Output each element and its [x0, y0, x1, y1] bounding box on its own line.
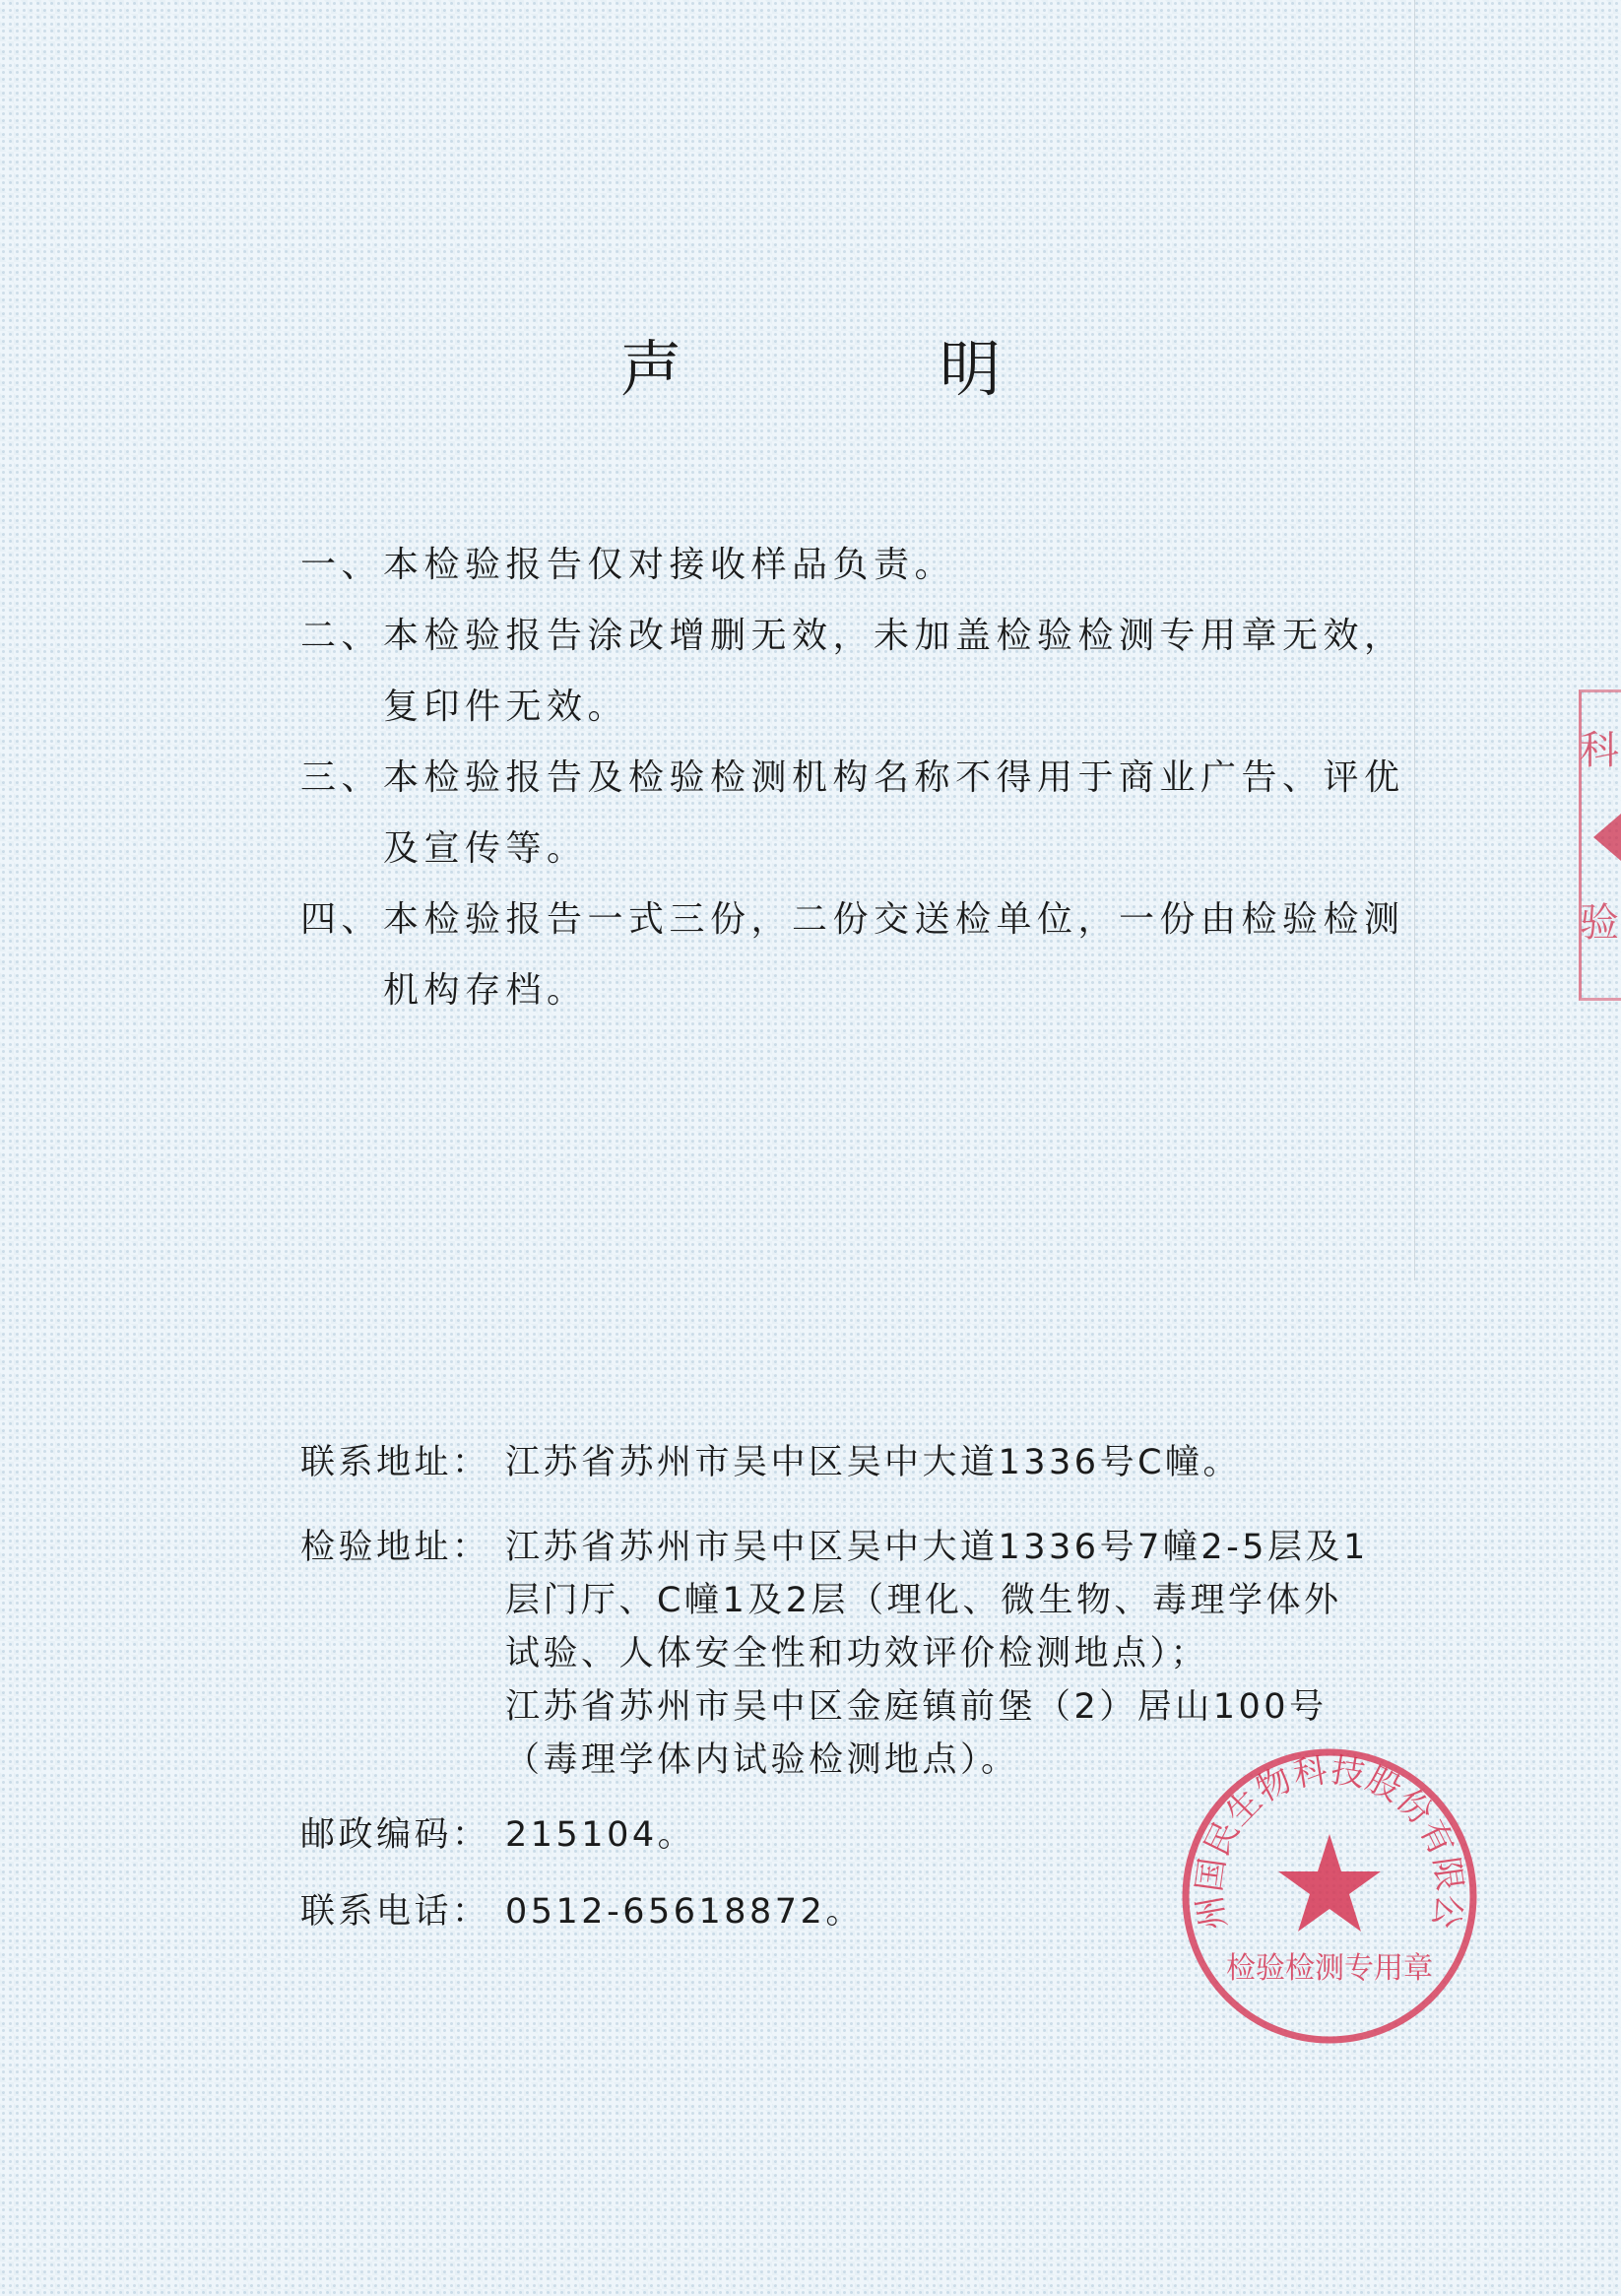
- contact-phone-value: 0512-65618872。: [505, 1892, 864, 1932]
- edge-stamp-char: 验: [1580, 900, 1619, 946]
- seal-company-name: 州国民生物科技股份有限公: [1189, 1750, 1470, 1934]
- scan-edge-line: [1414, 0, 1415, 1280]
- statement-number: 三、: [300, 757, 383, 798]
- contact-address: [300, 1436, 1433, 1489]
- official-seal: [1177, 1743, 1482, 2049]
- statement-text: 本检验报告一式三份，二份交送检单位，一份由检验检测: [383, 899, 1405, 940]
- statement-item-3: [300, 743, 1413, 885]
- page-title: 声 明: [619, 333, 1099, 405]
- edge-stamp-triangle: [1593, 814, 1621, 861]
- statement-text: 本检验报告涂改增删无效，未加盖检验检测专用章无效，: [383, 616, 1405, 656]
- seal-star-icon: [1278, 1834, 1381, 1932]
- statement-item-1: [300, 530, 1413, 601]
- statement-text: 本检验报告及检验检测机构名称不得用于商业广告、评优: [383, 757, 1405, 798]
- statement-list: [300, 530, 1413, 1026]
- lab-address-line: 江苏省苏州市吴中区吴中大道1336号7幢2-5层及1: [505, 1528, 1369, 1567]
- statement-item-2: [300, 601, 1413, 743]
- contact-address-value: 江苏省苏州市吴中区吴中大道1336号C幢。: [505, 1443, 1242, 1482]
- seal-graphic: [1177, 1743, 1482, 2049]
- statement-text-continued: 及宣传等。: [383, 828, 588, 869]
- edge-stamp-char: 科: [1580, 728, 1619, 773]
- lab-address-line: （毒理学体内试验检测地点）。: [505, 1740, 1019, 1780]
- lab-address-line: 试验、人体安全性和功效评价检测地点）；: [505, 1634, 1209, 1673]
- lab-address-label: 检验地址：: [300, 1528, 490, 1567]
- lab-address-line: 层门厅、C幢1及2层（理化、微生物、毒理学体外: [505, 1581, 1342, 1620]
- contact-address-label: 联系地址：: [300, 1443, 490, 1482]
- statement-number: 一、: [300, 545, 383, 585]
- lab-address-line: 江苏省苏州市吴中区金庭镇前堡（2）居山100号: [505, 1687, 1328, 1727]
- statement-number: 四、: [300, 899, 383, 940]
- seal-purpose: 检验检测专用章: [1226, 1951, 1433, 1986]
- postal-code-value: 215104。: [505, 1815, 696, 1855]
- statement-text: 本检验报告仅对接收样品负责。: [383, 545, 956, 585]
- contact-phone-label: 联系电话：: [300, 1892, 490, 1932]
- statement-item-4: [300, 885, 1413, 1026]
- statement-text-continued: 机构存档。: [383, 970, 588, 1011]
- statement-number: 二、: [300, 616, 383, 656]
- statement-text-continued: 复印件无效。: [383, 687, 629, 727]
- postal-code-label: 邮政编码：: [300, 1815, 490, 1855]
